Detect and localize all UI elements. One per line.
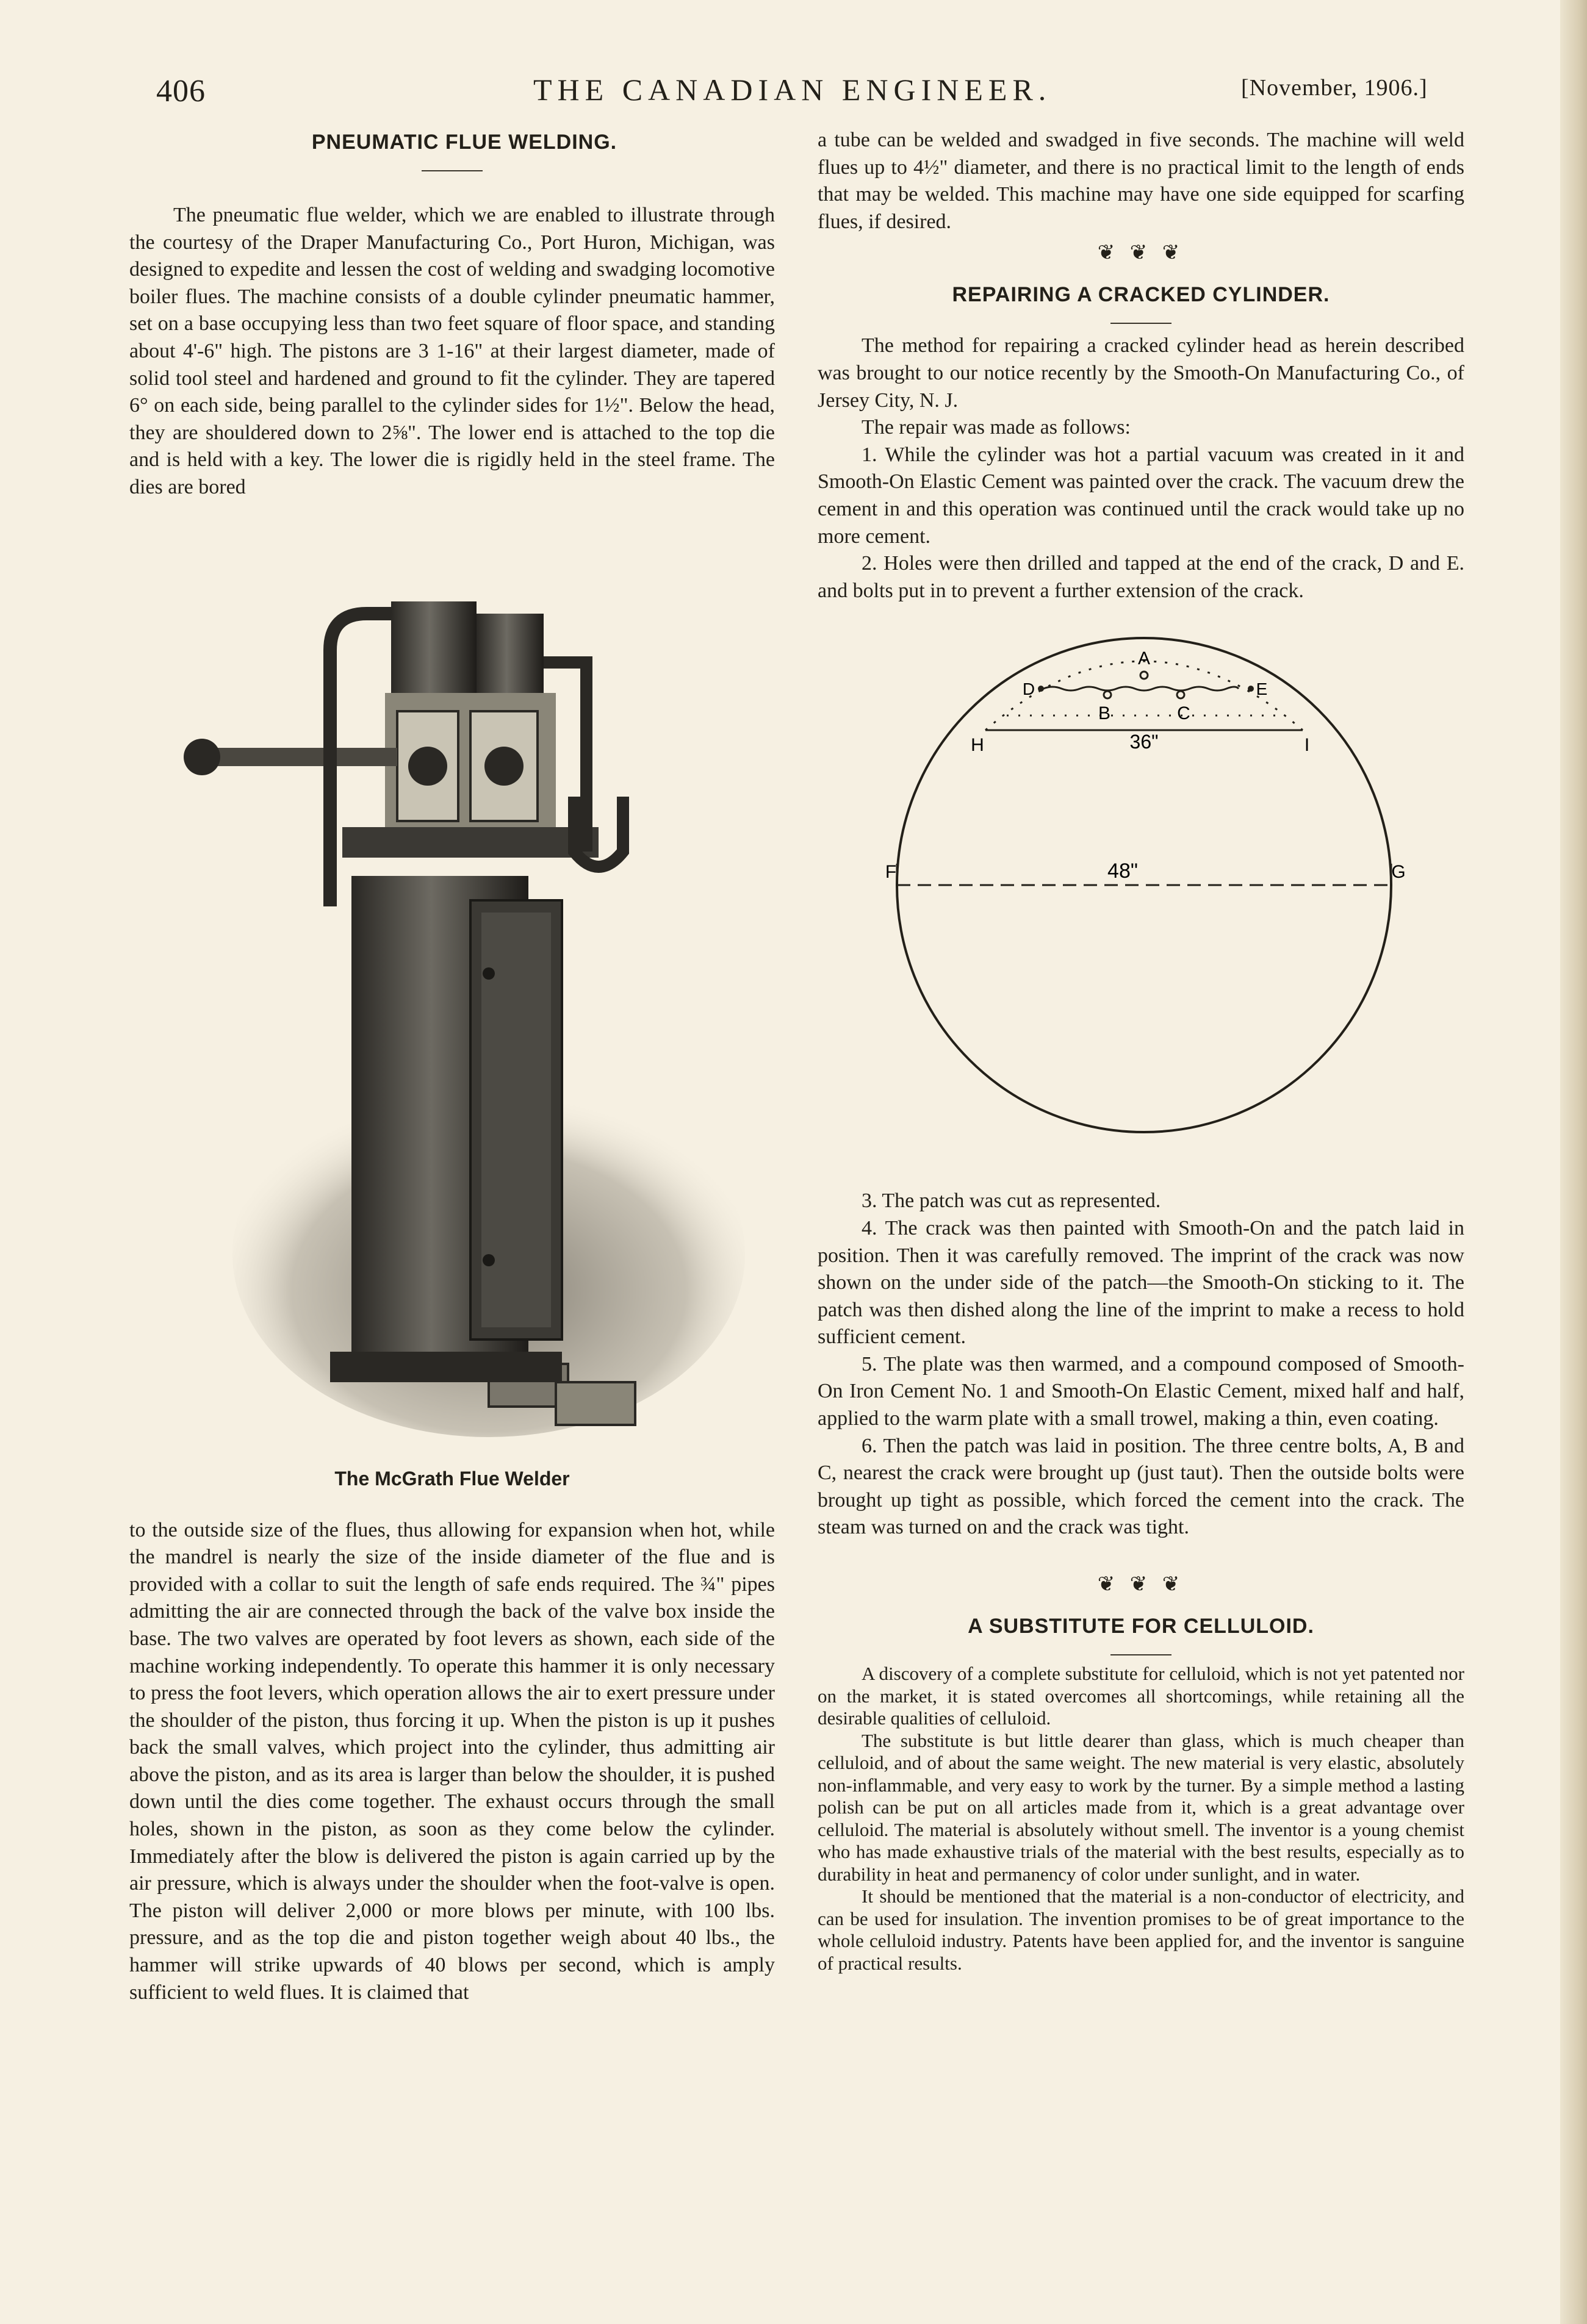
paragraph: 4. The crack was then painted with Smooth-On and the patch laid in position. Then it was carefully removed. The imprint of the crack was now shown on the under side of the patch—the Smooth-On sticking to it. The patch was then dished along the line of the imprint to make a recess to hold sufficient cement. [818, 1216, 1464, 1349]
paragraph: 3. The patch was cut as represented. [862, 1189, 1161, 1213]
paragraph: The substitute is but little dearer than glass, which is much cheaper than celluloid, and of about the same weight. The new material is very elastic, absolutely non-inflammable, and very easy to work by the turner. By a simple method a lasting polish can be put on all articles made from it, which is a great advantage over celluloid. The material is absolutely without smell. The inventor is a young chemist who has made exhaustive trials of the material with the best results, especially as to durability in heat and permanency of color under sunlight, and in water. [818, 1729, 1464, 1885]
diagram-label-c: C [1177, 703, 1190, 724]
diagram-label-d: D [1022, 680, 1035, 699]
paragraph: a tube can be welded and swadged in five seconds. The machine will weld flues up to 4½" diameter, and there is no practical limit to the length of ends that may be welded. This machine may have one side equipped for scarfing flues, if desired. [818, 129, 1464, 233]
paragraph: 6. Then the patch was laid in position. The three centre bolts, A, B and C, nearest the crack were brought up (just taut). Then the outside bolts were brought up tight as possible, which forced the cement into the crack. The steam was turned on and the crack was tight. [818, 1434, 1464, 1539]
diagram-label-f: F [885, 862, 897, 883]
celluloid-article-body [818, 1663, 1464, 1974]
paragraph: 5. The plate was then warmed, and a compound composed of Smooth-On Iron Cement No. 1 and Smooth-On Elastic Cement, mixed half and half, applied to the warm plate with a small trowel, making a thin, even coating. [818, 1352, 1464, 1430]
diagram-label-i: I [1304, 735, 1310, 756]
cylinder-head-diagram [836, 617, 1446, 1178]
article-title-pneumatic-flue-welding: PNEUMATIC FLUE WELDING. [311, 131, 617, 154]
paragraph: A discovery of a complete substitute for celluloid, which is not yet patented nor on the market, it is stated overcomes all shortcomings, while retaining all the desirable qualities of celluloid. [818, 1663, 1464, 1729]
paragraph: The pneumatic flue welder, which we are enabled to illustrate through the courtesy of the Draper Manufacturing Co., Port Huron, Michigan, was designed to expedite and lessen the cost of welding and swadging locomotive boiler flues. The machine consists of a double cylinder pneumatic hammer, set on a base occupying less than two feet square of floor space, and standing about 4'-6" high. The pistons are 3 1-16" at their largest diameter, made of solid tool steel and hardened and ground to fit the cylinder. They are tapered 6° on each side, being parallel to the cylinder sides for 1½". Below the head, they are shouldered down to 2⅝". The lower end is attached to the top die and is held with a key. The lower die is rigidly held in the steel frame. The dies are bored [129, 204, 775, 498]
section-ornament: ❦ ❦ ❦ [1097, 242, 1185, 265]
section-ornament: ❦ ❦ ❦ [1097, 1573, 1185, 1596]
paragraph: to the outside size of the flues, thus allowing for expansion when hot, while the mandrel is nearly the size of the inside diameter of the flue and is provided with a collar to suit the length of safe ends required. The ¾" pipes admitting the air are connected through the back of the valve box inside the base. The two valves are operated by foot levers as shown, each side of the machine working independently. To operate this hammer it is only necessary to press the foot levers, which operation allows the air to exert pressure under the shoulder of the piston, thus forcing it up. When the piston is up it pushes back the small valves, which project into the cylinder, thus admitting air above the piston, and as its area is larger than below the shoulder, it is pushed down until the dies come together. The exhaust occurs through the small holes, shown in the piston, as soon as they come below the cylinder. Immediately after the blow is delivered the piston is again carried up by the air pressure, which is always under the shoulder when the foot-valve is open. The piston will deliver 2,000 or more blows per minute, with 100 lbs. pressure, and as the top die and piston together weigh about 40 lbs., the hammer will strike upwards of 40 blows per second, which is amply sufficient to weld flues. It is claimed that [129, 1518, 775, 2004]
diagram-label-g: G [1391, 862, 1406, 883]
article-title-repairing-cracked-cylinder: REPAIRING A CRACKED CYLINDER. [952, 283, 1330, 307]
figure-caption: The McGrath Flue Welder [334, 1467, 570, 1490]
paragraph: 2. Holes were then drilled and tapped at the end of the crack, D and E. and bolts put in to prevent a further extension of the crack. [818, 552, 1464, 602]
issue-date: [November, 1906.] [1241, 75, 1428, 101]
diagram-label-b: B [1098, 703, 1111, 724]
paragraph: The method for repairing a cracked cylinder head as herein described was brought to our notice recently by the Smooth-On Manufacturing Co., of Jersey City, N. J. [818, 334, 1464, 412]
title-rule [422, 170, 483, 171]
right-column [818, 127, 1464, 1974]
diagram-label-a: A [1137, 648, 1151, 669]
flue-welder-illustration [147, 510, 757, 1480]
left-column [129, 131, 775, 2006]
title-rule [1110, 323, 1171, 324]
article-title-substitute-for-celluloid: A SUBSTITUTE FOR CELLULOID. [968, 1615, 1314, 1638]
title-rule [1110, 1654, 1171, 1655]
page-spine-shadow [1560, 0, 1587, 2324]
paragraph: 1. While the cylinder was hot a partial vacuum was created in it and Smooth-On Elastic Cement was painted over the crack. The vacuum drew the cement in and this operation was continued until the crack would take up no more cement. [818, 443, 1464, 548]
diameter-dimension: 48" [1107, 859, 1138, 883]
paragraph: The repair was made as follows: [862, 416, 1131, 439]
page-number: 406 [156, 74, 206, 109]
journal-title: THE CANADIAN ENGINEER. [533, 73, 1052, 107]
diagram-label-h: H [971, 735, 984, 756]
chord-dimension: 36" [1129, 731, 1159, 753]
paragraph: It should be mentioned that the material is a non-conductor of electricity, and can be used for insulation. The invention promises to be of great importance to the whole celluloid industry. Patents have been applied for, and the inventor is sanguine of practical results. [818, 1885, 1464, 1974]
diagram-label-e: E [1256, 680, 1268, 699]
